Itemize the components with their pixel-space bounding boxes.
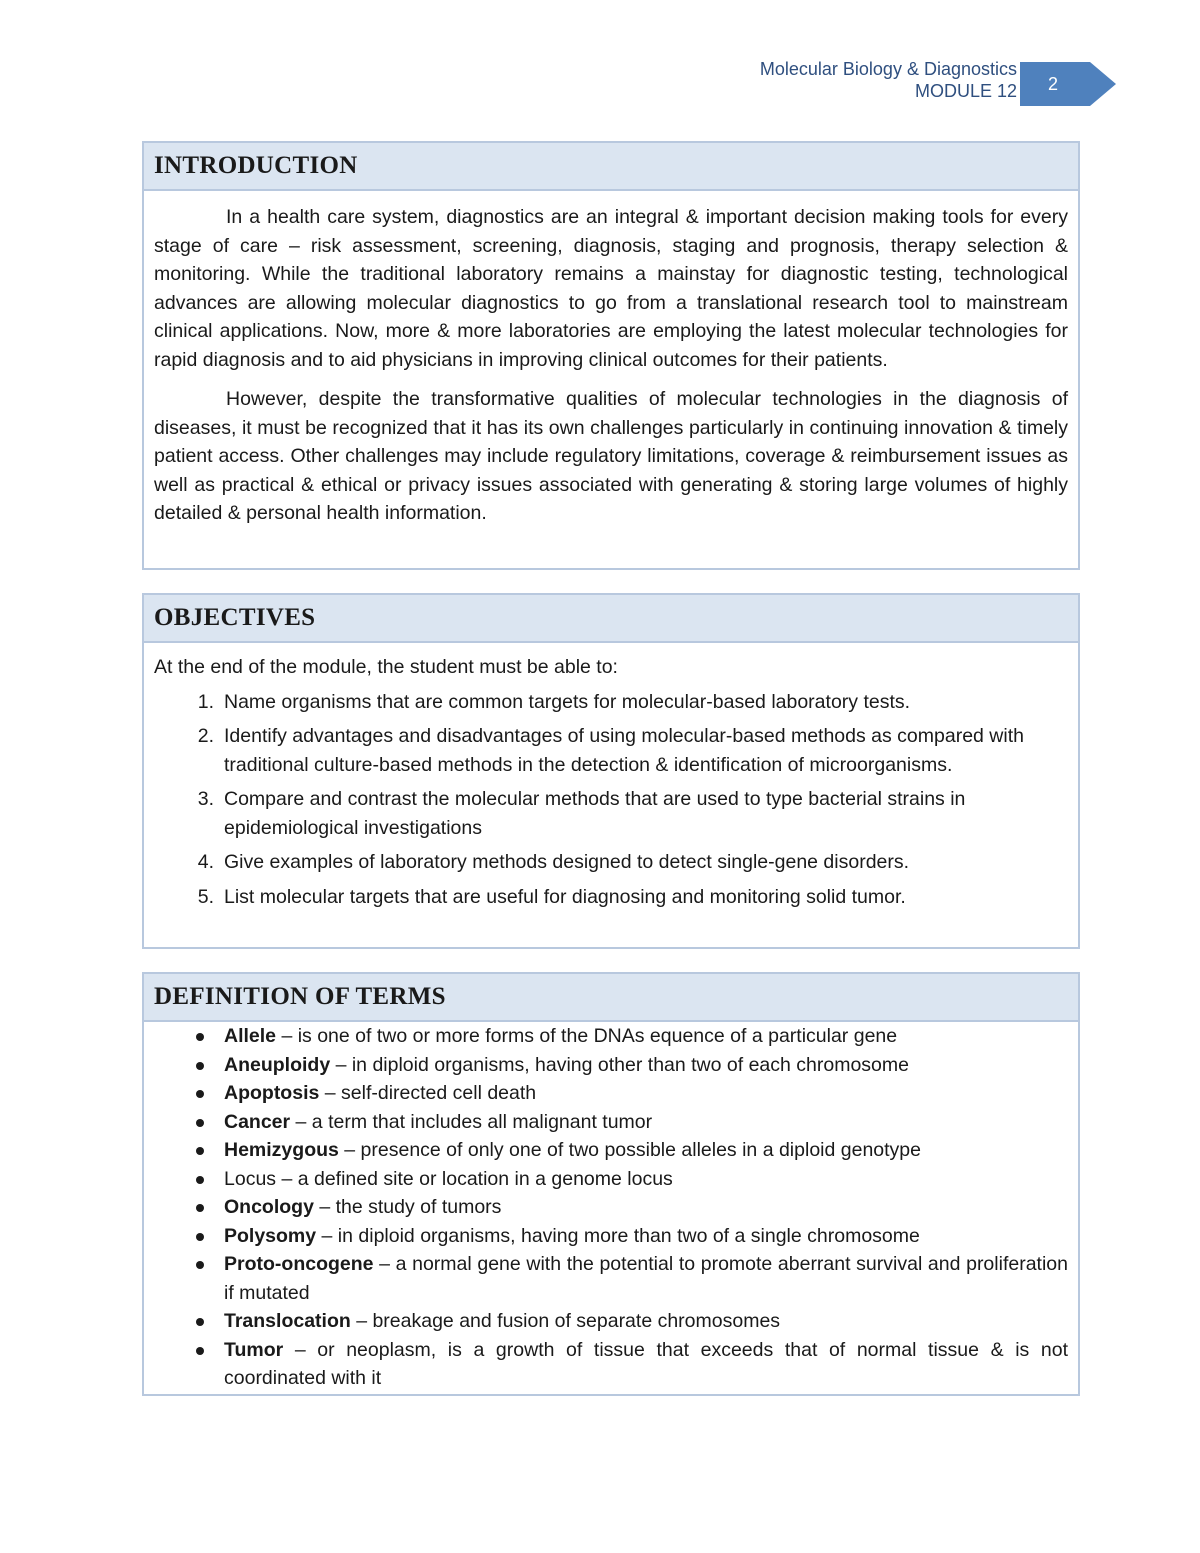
terms-list: [154, 1022, 1068, 1393]
bullet-icon: [154, 1165, 224, 1194]
term-item: [154, 1165, 1068, 1194]
term-item: [154, 1193, 1068, 1222]
page-number: 2: [1047, 74, 1058, 94]
term-definition: – presence of only one of two possible alleles in a diploid genotype: [338, 1139, 921, 1161]
bullet-icon: [154, 1250, 224, 1307]
introduction-section: [142, 141, 1080, 570]
objective-text: List molecular targets that are useful for diagnosing and monitoring solid tumor.: [224, 885, 906, 908]
section-title: DEFINITION OF TERMS: [144, 974, 1078, 1022]
intro-paragraph: In a health care system, diagnostics are an integral & important decision making tools for every stage of care – risk assessment, screening, diagnosis, staging and prognosis, therapy selection & monitoring. While the traditional laboratory remains a mainstay for diagnostic testing, technological advances are allowing molecular diagnostics to go from a translational research tool to mainstream clinical applications. Now, more & more laboratories are employing the latest molecular technologies for rapid diagnosis and to aid physicians in improving clinical outcomes for their patients.: [154, 206, 1068, 371]
term-item: [154, 1336, 1068, 1393]
term-definition: – a term that includes all malignant tumor: [290, 1110, 653, 1133]
module-label: MODULE 12: [914, 81, 1017, 101]
term-definition: – the study of tumors: [313, 1196, 502, 1218]
objective-item: [154, 785, 1068, 842]
term-item: [154, 1222, 1068, 1251]
term-item: [154, 1307, 1068, 1336]
bullet-icon: [154, 1222, 224, 1251]
objective-item: [154, 688, 1068, 717]
term-name: Cancer: [224, 1110, 291, 1133]
term-definition: – breakage and fusion of separate chromosomes: [350, 1310, 781, 1332]
term-definition: – or neoplasm, is a growth of tissue that exceeds that of normal tissue & is not coordinated with it: [224, 1338, 1068, 1389]
bullet-icon: [154, 1051, 224, 1080]
bullet-icon: [154, 1336, 224, 1393]
term-item: [154, 1250, 1068, 1307]
objective-number: 4.: [197, 851, 214, 873]
term-name: Aneuploidy: [224, 1053, 331, 1076]
introduction-body: [144, 191, 1078, 528]
term-name: Polysomy: [224, 1224, 317, 1247]
objective-text: Compare and contrast the molecular methods that are used to type bacterial strains in epidemiological investigations: [224, 788, 966, 839]
terms-body: [144, 1022, 1078, 1393]
objectives-body: [144, 643, 1078, 911]
term-definition: – is one of two or more forms of the DNAs equence of a particular gene: [276, 1025, 898, 1047]
bullet-icon: [154, 1022, 224, 1051]
term-definition: – self-directed cell death: [319, 1082, 537, 1104]
intro-paragraph: However, despite the transformative qualities of molecular technologies in the diagnosis of diseases, it must be recognized that it has its own challenges particularly in continuing innovation & timely patient access. Other challenges may include regulatory limitations, coverage & reimbursement issues as well as practical & ethical or privacy issues associated with generating & storing large volumes of highly detailed & personal health information.: [154, 388, 1068, 524]
bullet-icon: [154, 1079, 224, 1108]
objective-number: 1.: [197, 690, 214, 713]
objective-text: Name organisms that are common targets for molecular-based laboratory tests.: [224, 690, 911, 713]
bullet-icon: [154, 1136, 224, 1165]
section-title: OBJECTIVES: [144, 595, 1078, 643]
objective-item: [154, 722, 1068, 779]
bullet-icon: [154, 1108, 224, 1137]
term-item: [154, 1022, 1068, 1051]
objective-item: [154, 883, 1068, 912]
section-title: INTRODUCTION: [144, 143, 1078, 191]
term-item: [154, 1051, 1068, 1080]
term-definition: – in diploid organisms, having other than two of each chromosome: [330, 1053, 909, 1076]
term-item: [154, 1108, 1068, 1137]
term-item: [154, 1136, 1068, 1165]
term-name: Translocation: [224, 1310, 351, 1332]
objective-number: 5.: [197, 885, 214, 908]
objective-number: 3.: [197, 788, 214, 810]
bullet-icon: [154, 1307, 224, 1336]
objectives-lead: At the end of the module, the student must be able to:: [154, 656, 618, 678]
course-title: Molecular Biology & Diagnostics: [759, 59, 1017, 79]
bullet-icon: [154, 1193, 224, 1222]
objectives-section: [142, 593, 1080, 949]
term-definition: – a normal gene with the potential to promote aberrant survival and proliferation if mutated: [224, 1253, 1068, 1304]
objectives-list: [154, 688, 1068, 912]
running-header: [760, 58, 1017, 102]
term-definition: – in diploid organisms, having more than two of a single chromosome: [316, 1224, 920, 1247]
term-definition: Locus – a defined site or location in a genome locus: [224, 1167, 673, 1190]
term-name: Oncology: [224, 1196, 314, 1218]
term-name: Apoptosis: [224, 1082, 320, 1104]
objective-text: Give examples of laboratory methods designed to detect single-gene disorders.: [224, 851, 910, 873]
definition-of-terms-section: [142, 972, 1080, 1396]
term-name: Proto-oncogene: [224, 1253, 374, 1275]
term-name: Hemizygous: [224, 1139, 339, 1161]
objective-item: [154, 848, 1068, 877]
term-item: [154, 1079, 1068, 1108]
objective-number: 2.: [197, 725, 214, 747]
term-name: Tumor: [224, 1338, 284, 1361]
objective-text: Identify advantages and disadvantages of using molecular-based methods as compared with traditional culture-based methods in the detection & identification of microorganisms.: [224, 725, 1024, 776]
term-name: Allele: [224, 1025, 277, 1047]
